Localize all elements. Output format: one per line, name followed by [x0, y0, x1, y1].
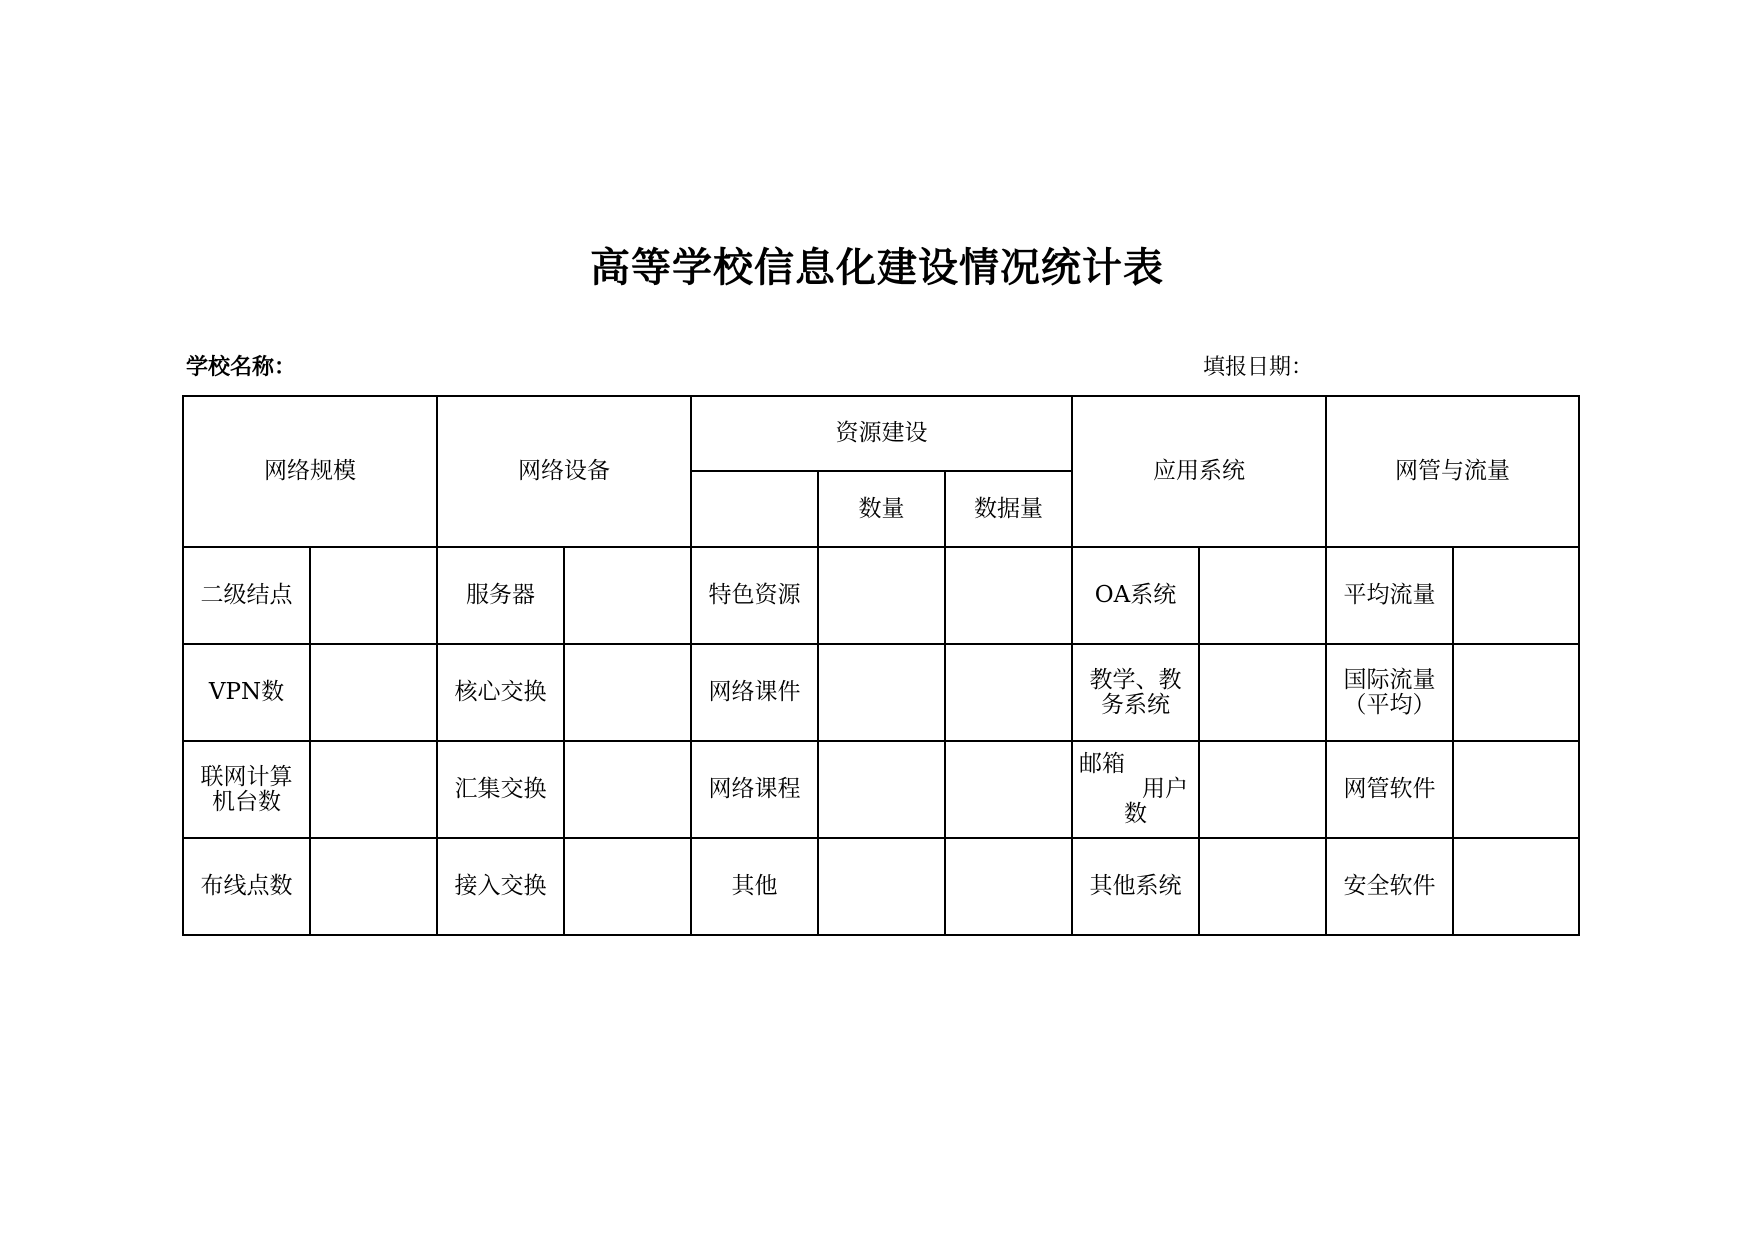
row-label-equipment: 接入交换	[437, 838, 564, 935]
statistics-table	[182, 395, 1580, 936]
table-row	[183, 547, 1579, 644]
row-label-application: 邮箱 用户 数	[1072, 741, 1199, 838]
quantity-cell[interactable]	[818, 838, 945, 935]
value-cell[interactable]	[1453, 741, 1579, 838]
fill-date-label: 填报日期：	[1203, 355, 1314, 380]
header-resource-blank	[691, 471, 818, 547]
row-label-traffic: 网管软件	[1326, 741, 1453, 838]
row-label-resource: 特色资源	[691, 547, 818, 644]
quantity-cell[interactable]	[818, 547, 945, 644]
value-cell[interactable]	[310, 644, 437, 741]
row-label-scale: VPN数	[183, 644, 310, 741]
value-cell[interactable]	[1199, 741, 1326, 838]
row-label-traffic: 国际流量 （平均）	[1326, 644, 1453, 741]
value-cell[interactable]	[310, 741, 437, 838]
header-network-equipment: 网络设备	[437, 396, 691, 547]
value-cell[interactable]	[564, 644, 691, 741]
row-label-scale: 联网计算 机台数	[183, 741, 310, 838]
value-cell[interactable]	[564, 838, 691, 935]
quantity-cell[interactable]	[818, 741, 945, 838]
value-cell[interactable]	[310, 547, 437, 644]
value-cell[interactable]	[564, 547, 691, 644]
school-name-label: 学校名称：	[186, 355, 297, 380]
row-label-scale: 布线点数	[183, 838, 310, 935]
table-row	[183, 838, 1579, 935]
page-title: 高等学校信息化建设情况统计表	[590, 245, 1164, 291]
value-cell[interactable]	[1453, 838, 1579, 935]
row-label-scale: 二级结点	[183, 547, 310, 644]
value-cell[interactable]	[1199, 838, 1326, 935]
table-row	[183, 741, 1579, 838]
row-label-application: 其他系统	[1072, 838, 1199, 935]
data-volume-cell[interactable]	[945, 644, 1072, 741]
row-label-application: 教学、教 务系统	[1072, 644, 1199, 741]
header-application-system: 应用系统	[1072, 396, 1326, 547]
row-label-equipment: 核心交换	[437, 644, 564, 741]
header-data-volume: 数据量	[945, 471, 1072, 547]
header-network-traffic: 网管与流量	[1326, 396, 1579, 547]
value-cell[interactable]	[1453, 644, 1579, 741]
row-label-resource: 网络课程	[691, 741, 818, 838]
row-label-equipment: 服务器	[437, 547, 564, 644]
data-volume-cell[interactable]	[945, 838, 1072, 935]
row-label-traffic: 平均流量	[1326, 547, 1453, 644]
data-volume-cell[interactable]	[945, 741, 1072, 838]
value-cell[interactable]	[310, 838, 437, 935]
header-network-scale: 网络规模	[183, 396, 437, 547]
header-quantity: 数量	[818, 471, 945, 547]
value-cell[interactable]	[1453, 547, 1579, 644]
row-label-equipment: 汇集交换	[437, 741, 564, 838]
value-cell[interactable]	[1199, 547, 1326, 644]
header-row-1	[183, 396, 1579, 471]
value-cell[interactable]	[564, 741, 691, 838]
quantity-cell[interactable]	[818, 644, 945, 741]
value-cell[interactable]	[1199, 644, 1326, 741]
row-label-application: OA系统	[1072, 547, 1199, 644]
table-row	[183, 644, 1579, 741]
header-resource-building: 资源建设	[691, 396, 1072, 471]
data-volume-cell[interactable]	[945, 547, 1072, 644]
row-label-resource: 其他	[691, 838, 818, 935]
row-label-traffic: 安全软件	[1326, 838, 1453, 935]
row-label-resource: 网络课件	[691, 644, 818, 741]
